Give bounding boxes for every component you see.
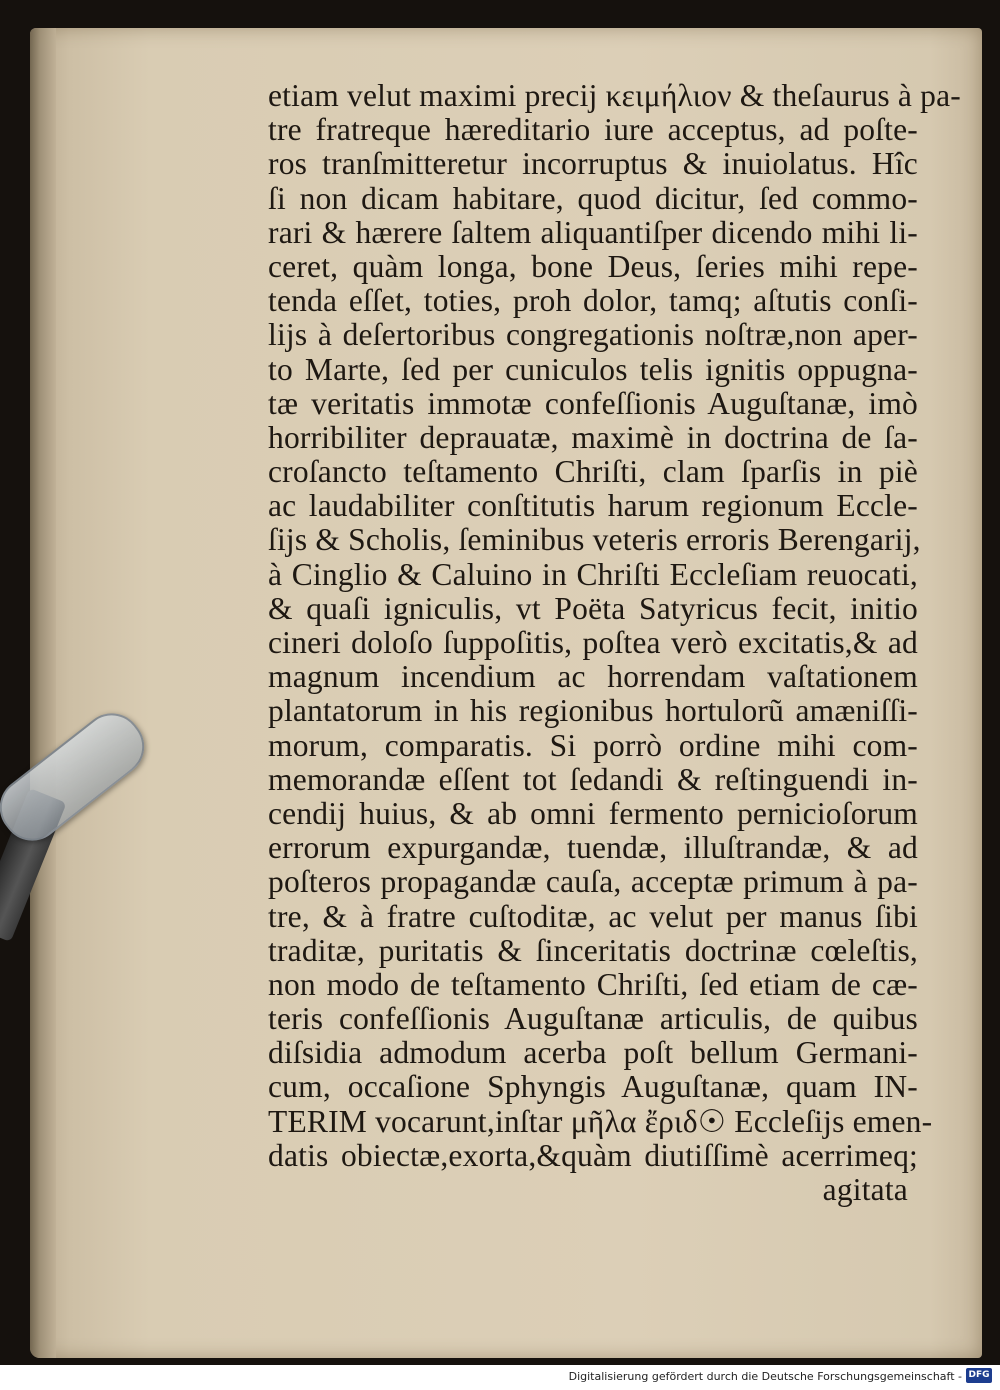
text-line: croſancto teſtamento Chriſti, clam ſparſis in piè [268, 454, 918, 490]
text-line: etiam velut maximi precij κειμήλιον & theſaurus à pa- [268, 78, 961, 113]
page-edge-shadow [30, 28, 56, 1358]
text-line: diſsidia admodum acerba poſt bellum Germani- [268, 1035, 918, 1071]
funding-credit: Digitalisierung gefördert durch die Deutsche Forschungsgemeinschaft - [568, 1370, 962, 1383]
text-line: ac laudabiliter conſtitutis harum regionum Eccle- [268, 488, 918, 524]
text-line: tre fratreque hæreditario iure acceptus, ad poſte- [268, 112, 918, 148]
text-line: morum, comparatis. Si porrò ordine mihi com- [268, 727, 918, 763]
text-line: plantatorum in his regionibus hortulorũ amæniſſi- [268, 693, 918, 729]
text-line: ros tranſmitteretur incorruptus & inuiolatus. Hîc [268, 146, 918, 182]
text-line: cineri doloſo ſuppoſitis, poſtea verò excitatis,& ad [268, 625, 918, 660]
text-line: memorandæ eſſent tot ſedandi & reſtinguendi in- [268, 761, 918, 797]
text-line: horribiliter deprauatæ, maximè in doctrina de ſa- [268, 419, 918, 455]
text-line: teris confeſſionis Auguſtanæ articulis, de quibus [268, 1001, 918, 1037]
text-line: magnum incendium ac horrendam vaſtationem [268, 659, 918, 695]
catchword: agitata [822, 1172, 908, 1207]
text-line: rari & hærere ſaltem aliquantiſper dicendo mihi li- [268, 214, 918, 250]
text-line: datis obiectæ,exorta,&quàm diutiſſimè acerrimeq; [268, 1137, 918, 1173]
text-line: cendij huius, & ab omni fermento pernicioſorum [268, 795, 918, 831]
text-line: ceret, quàm longa, bone Deus, ſeries mihi repe- [268, 248, 918, 284]
text-line: tenda eſſet, toties, proh dolor, tamq; aſtutis conſi- [268, 283, 918, 319]
text-line: tre, & à fratre cuſtoditæ, ac velut per manus ſibi [268, 898, 918, 934]
text-line: cum, occaſione Sphyngis Auguſtanæ, quam IN- [268, 1069, 918, 1105]
dfg-logo-icon: DFG [966, 1368, 992, 1383]
text-line: lijs à deſertoribus congregationis noſtræ,non aper- [268, 317, 918, 353]
text-line: non modo de teſtamento Chriſti, ſed etiam de cæ- [268, 966, 918, 1002]
text-line: à Cinglio & Caluino in Chriſti Eccleſiam reuocati, [268, 556, 918, 592]
text-line: TERIM vocarunt,inſtar μῆλα ἔριδ☉ Eccleſijs emen- [268, 1103, 933, 1139]
text-line: & quaſi igniculis, vt Poëta Satyricus fecit, initio [268, 590, 918, 626]
text-line: ſijs & Scholis, ſeminibus veteris erroris Berengarij, [268, 522, 921, 558]
text-line: to Marte, ſed per cuniculos telis ignitis oppugna- [268, 351, 918, 387]
text-line: errorum expurgandæ, tuendæ, illuſtrandæ, & ad [268, 830, 918, 866]
text-line: ſi non dicam habitare, quod dicitur, ſed commo- [268, 180, 918, 216]
text-line: tæ veritatis immotæ confeſſionis Auguſtanæ, imò [268, 385, 918, 421]
page-text [268, 78, 961, 1207]
text-line: traditæ, puritatis & ſinceritatis doctrinæ cœleſtis, [268, 932, 918, 968]
text-line: poſteros propagandæ cauſa, acceptæ primum à pa- [268, 864, 918, 900]
